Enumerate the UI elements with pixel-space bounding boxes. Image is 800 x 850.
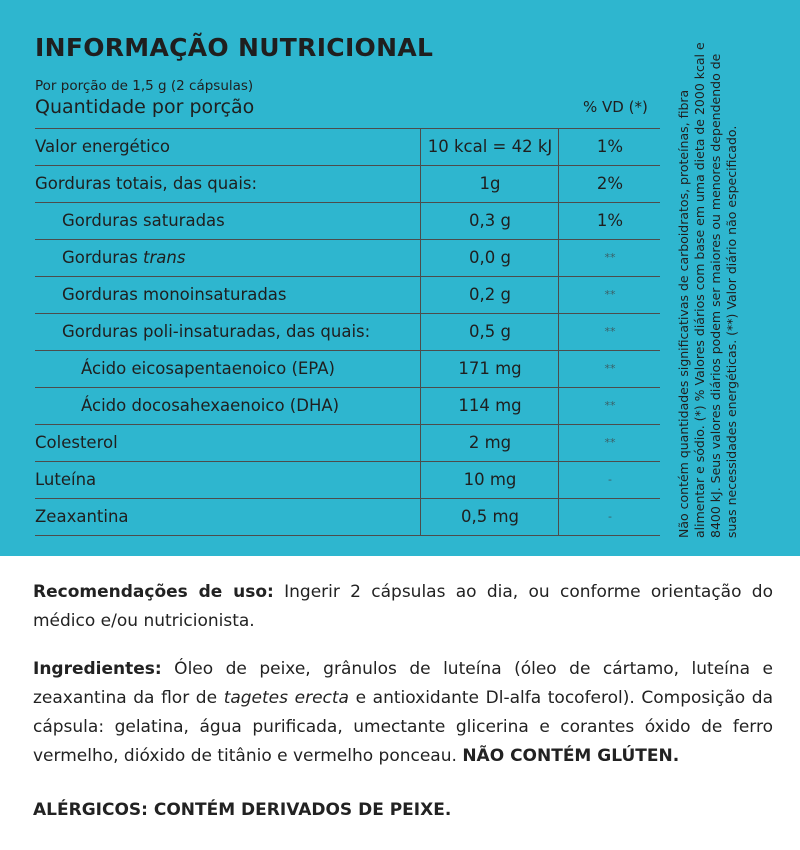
nutrient-name-italic: trans: [143, 248, 186, 267]
nutrient-name: [35, 240, 447, 276]
nutrient-vd: **: [558, 351, 661, 387]
nutrient-vd: -: [558, 499, 661, 535]
nutrient-vd: **: [558, 277, 661, 313]
table-row: [35, 351, 660, 388]
nutrient-amount: 0,5 g: [420, 314, 559, 350]
nutrient-vd: 1%: [558, 129, 661, 165]
ingredients-text-2: e antioxidante Dl-alfa tocoferol). Composição da cápsula: gelatina, água purificada, umectante glicerina e corantes óxido de ferro vermelho, dióxido de titânio e vermelho ponceau.: [33, 688, 774, 766]
ingredients-heading: Ingredientes:: [33, 659, 162, 679]
serving-size: Por porção de 1,5 g (2 cápsulas): [35, 78, 254, 94]
ingredients-paragraph: [33, 655, 773, 771]
nutrient-name: Luteína: [35, 470, 97, 489]
nutrient-amount: 0,5 mg: [420, 499, 559, 535]
nutrient-amount: 1g: [420, 166, 559, 202]
nutrient-name: Gorduras poli-insaturadas, das quais:: [62, 322, 371, 341]
table-row: [35, 314, 660, 351]
nutrient-amount: 0,3 g: [420, 203, 559, 239]
nutrient-name: Gorduras saturadas: [62, 211, 225, 230]
usage-text: Ingerir 2 cápsulas ao dia, ou conforme orientação do médico e/ou nutricionista.: [33, 582, 773, 631]
allergen-warning: ALÉRGICOS: CONTÉM DERIVADOS DE PEIXE.: [33, 800, 452, 820]
nutrient-name: Colesterol: [35, 433, 118, 452]
nutrient-amount: 0,0 g: [420, 240, 559, 276]
table-header: [35, 96, 660, 128]
table-row: [35, 388, 660, 425]
table-row: [35, 240, 660, 277]
nutrient-name: Ácido eicosapentaenoico (EPA): [81, 359, 335, 378]
nutrient-vd: **: [558, 314, 661, 350]
table-row: [35, 425, 660, 462]
nutrient-name: Gorduras monoinsaturadas: [62, 285, 287, 304]
nutrient-vd: 1%: [558, 203, 661, 239]
nutrient-name: Ácido docosahexaenoico (DHA): [81, 396, 340, 415]
nutrient-vd: **: [558, 388, 661, 424]
table-row: [35, 203, 660, 240]
nutrient-amount: 114 mg: [420, 388, 559, 424]
ingredients-text-1: Óleo de peixe, grânulos de luteína (óleo de cártamo, luteína e zeaxantina da flor de: [33, 659, 773, 708]
usage-heading: Recomendações de uso:: [33, 582, 274, 602]
header-quantity: Quantidade por porção: [35, 96, 255, 118]
nutrient-amount: 171 mg: [420, 351, 559, 387]
table-row: [35, 462, 660, 499]
nutrient-vd: **: [558, 425, 661, 461]
nutrient-name: Zeaxantina: [35, 507, 129, 526]
nutrient-amount: 0,2 g: [420, 277, 559, 313]
nutrient-amount: 10 mg: [420, 462, 559, 498]
nutrition-table: [35, 128, 660, 536]
nutrient-amount: 10 kcal = 42 kJ: [420, 129, 559, 165]
header-vd: % VD (*): [583, 98, 648, 116]
nutrient-name-prefix: Gorduras: [62, 248, 144, 267]
table-row: [35, 277, 660, 314]
usage-recommendation: [33, 578, 773, 636]
nutrient-amount: 2 mg: [420, 425, 559, 461]
footnote-vertical: Não contém quantidades significativas de carboidratos, proteínas, fibra alimentar e sódio. (*) % Valores diários com base em uma dieta de 2000 kcal e 8400 kJ. Seus valores diários podem ser maiores ou menores dependendo de suas necessidades energéticas. (**) Valor diário não especificado.: [676, 42, 739, 538]
nutrient-vd: -: [558, 462, 661, 498]
nutrition-title: INFORMAÇÃO NUTRICIONAL: [35, 33, 434, 62]
table-row: [35, 499, 660, 536]
gluten-warning: NÃO CONTÉM GLÚTEN.: [462, 746, 680, 766]
nutrient-vd: **: [558, 240, 661, 276]
nutrient-name: Gorduras totais, das quais:: [35, 174, 258, 193]
nutrient-name: Valor energético: [35, 137, 170, 156]
table-row: [35, 166, 660, 203]
table-row: [35, 128, 660, 166]
nutrient-vd: 2%: [558, 166, 661, 202]
ingredients-italic: tagetes erecta: [223, 688, 349, 708]
